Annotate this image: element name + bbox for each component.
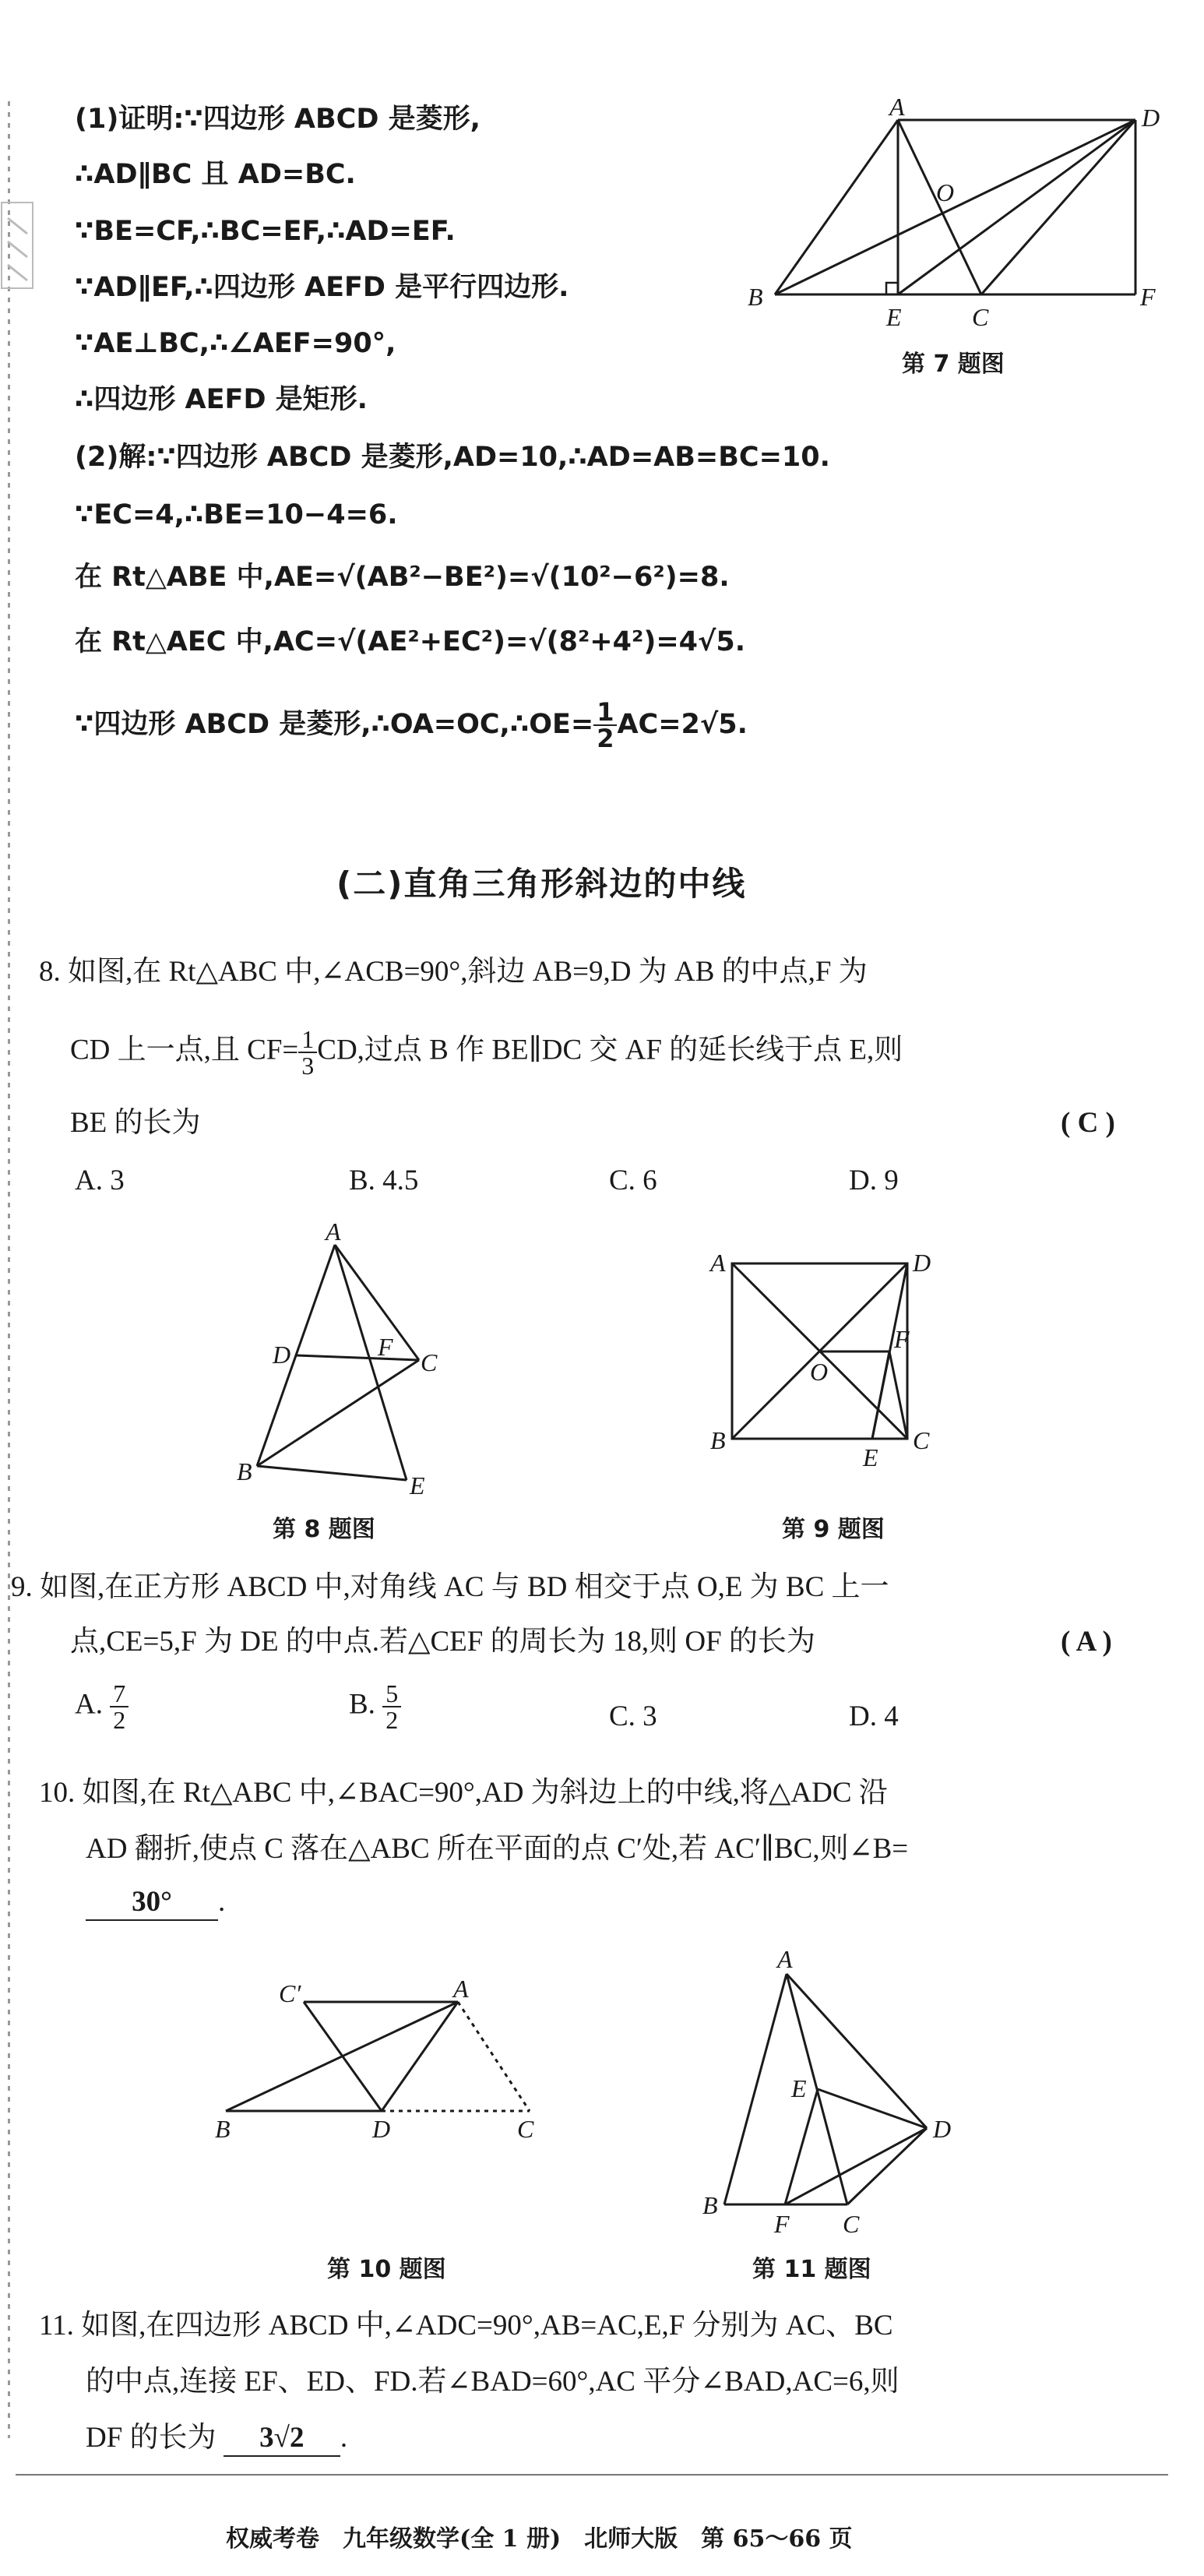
q8-frac-num: 1	[298, 1027, 317, 1053]
sol7-line-4: ∵AD∥EF,∴四边形 AEFD 是平行四边形.	[75, 272, 569, 303]
sol7-line-1: (1)证明:∵四边形 ABCD 是菱形,	[75, 104, 481, 135]
half-den: 2	[597, 724, 614, 753]
sol7-line-3: ∵BE=CF,∴BC=EF,∴AD=EF.	[75, 216, 456, 247]
footer-text: 权威考卷 九年级数学(全 1 册) 北师大版 第 65～66 页	[226, 2525, 853, 2553]
section-title: (二)直角三角形斜边的中线	[336, 865, 747, 903]
q10-line-2: AD 翻折,使点 C 落在△ABC 所在平面的点 C′处,若 AC′∥BC,则∠B=	[86, 1833, 909, 1865]
q11-line-3	[86, 2421, 347, 2457]
fig7-label-c: C	[972, 303, 989, 331]
fig7-caption: 第 7 题图	[902, 351, 1005, 378]
fig10-label-a: A	[453, 1975, 469, 2003]
sol7-line-5: ∵AE⊥BC,∴∠AEF=90°,	[75, 328, 396, 359]
q8-frac-den: 3	[301, 1052, 315, 1080]
footer-rule	[16, 2474, 1168, 2476]
fig8-caption: 第 8 题图	[273, 1516, 375, 1543]
q9-opt-b-den: 2	[385, 1706, 399, 1734]
q11-answer: 3√2	[224, 2421, 340, 2457]
fig9-caption: 第 9 题图	[782, 1516, 885, 1543]
q9-line-2: 点,CE=5,F 为 DE 的中点.若△CEF 的周长为 18,则 OF 的长为	[70, 1626, 815, 1658]
fig8-label-d: D	[273, 1341, 291, 1369]
fig11-label-c: C	[843, 2210, 860, 2238]
figure-9	[701, 1239, 966, 1472]
fig7-label-f: F	[1140, 283, 1156, 311]
figure-10	[210, 1975, 553, 2143]
fig9-label-f: F	[894, 1325, 910, 1353]
sol7-line-10: 在 Rt△AEC 中,AC=√(AE²+EC²)=√(8²+4²)=4√5.	[75, 626, 745, 657]
fig9-label-d: D	[913, 1249, 931, 1277]
half-num: 1	[593, 700, 617, 726]
q8-option-a: A. 3	[75, 1165, 125, 1196]
q8-line-2	[70, 1027, 903, 1078]
q8-option-b: B. 4.5	[349, 1165, 419, 1196]
fig7-label-o: O	[936, 178, 955, 206]
fig11-label-d: D	[933, 2115, 952, 2143]
q9-opt-a-num: 7	[110, 1681, 128, 1707]
q9-opt-a-label: A.	[75, 1688, 103, 1721]
fig11-label-b: B	[702, 2191, 718, 2219]
fig7-label-b: B	[748, 283, 763, 311]
q9-opt-b-frac	[382, 1681, 401, 1732]
q11-line-2: 的中点,连接 EF、ED、FD.若∠BAD=60°,AC 平分∠BAD,AC=6,则	[86, 2366, 899, 2398]
fig11-label-a: A	[777, 1945, 793, 1973]
fig10-label-d: D	[372, 2115, 391, 2143]
fig8-label-a: A	[326, 1218, 341, 1246]
fig9-label-e: E	[863, 1443, 878, 1471]
fig11-label-e: E	[791, 2074, 807, 2102]
sol7-line-8: ∵EC=4,∴BE=10−4=6.	[75, 499, 398, 530]
fig10-label-c-prime: C′	[279, 1979, 301, 2007]
sol7-line-6: ∴四边形 AEFD 是矩形.	[75, 384, 368, 415]
q9-opt-b-num: 5	[382, 1681, 401, 1707]
q9-option-a	[75, 1681, 128, 1732]
q9-option-c: C. 3	[609, 1700, 657, 1732]
half-fraction	[593, 697, 617, 753]
fig8-label-e: E	[410, 1471, 425, 1499]
fig10-label-c: C	[517, 2115, 534, 2143]
q9-opt-a-frac	[110, 1681, 128, 1732]
fig7-label-e: E	[886, 303, 902, 331]
q9-opt-a-den: 2	[113, 1706, 126, 1734]
q8-option-c: C. 6	[609, 1165, 657, 1196]
q9-answer: ( A )	[1061, 1626, 1112, 1658]
fig7-label-a: A	[889, 93, 905, 121]
q11-line-1: 11. 如图,在四边形 ABCD 中,∠ADC=90°,AB=AC,E,F 分别为 AC、BC	[39, 2310, 893, 2342]
q8-fraction	[298, 1027, 317, 1078]
sol7-line-9: 在 Rt△ABE 中,AE=√(AB²−BE²)=√(10²−6²)=8.	[75, 562, 730, 593]
fig8-label-b: B	[237, 1457, 252, 1485]
figure-7	[748, 93, 1160, 389]
q10-line-1: 10. 如图,在 Rt△ABC 中,∠BAC=90°,AD 为斜边上的中线,将△ADC 沿	[39, 1777, 888, 1809]
fig9-label-c: C	[913, 1426, 930, 1454]
fig10-label-b: B	[215, 2115, 231, 2143]
fig11-caption: 第 11 题图	[752, 2256, 871, 2283]
q11-line-3-text: DF 的长为	[86, 2422, 217, 2454]
fig11-label-f: F	[774, 2210, 790, 2238]
q9-opt-b-label: B.	[349, 1688, 375, 1721]
fig9-label-a: A	[710, 1249, 726, 1277]
fig8-label-c: C	[421, 1348, 438, 1376]
fig10-caption: 第 10 题图	[327, 2256, 446, 2283]
sol7-tail: AC=2√5.	[617, 709, 748, 740]
edge-stamp	[0, 171, 47, 319]
q9-option-b	[349, 1681, 401, 1732]
q8-line-2a: CD 上一点,且 CF=	[70, 1034, 299, 1066]
sol7-line-7: (2)解:∵四边形 ABCD 是菱形,AD=10,∴AD=AB=BC=10.	[75, 442, 830, 473]
figure-8	[226, 1215, 459, 1503]
q11-end: .	[340, 2422, 348, 2454]
q10-answer: 30°	[86, 1885, 218, 1921]
q9-line-1: 9. 如图,在正方形 ABCD 中,对角线 AC 与 BD 相交于点 O,E 为 BC 上一	[11, 1571, 889, 1603]
fig9-label-b: B	[710, 1426, 726, 1454]
sol7-line-11	[75, 697, 748, 753]
q8-line-2b: CD,过点 B 作 BE∥DC 交 AF 的延长线于点 E,则	[317, 1034, 903, 1066]
fig8-label-f: F	[378, 1333, 393, 1361]
binding-line	[8, 101, 10, 2438]
figure-11	[693, 1943, 973, 2239]
q9-option-d: D. 4	[849, 1700, 899, 1732]
q8-line-3: BE 的长为	[70, 1107, 201, 1139]
fig9-label-o: O	[810, 1358, 829, 1386]
q8-answer: ( C )	[1061, 1107, 1115, 1139]
sol7-line-2: ∴AD∥BC 且 AD=BC.	[75, 159, 356, 190]
q8-option-d: D. 9	[849, 1165, 899, 1196]
q8-line-1: 8. 如图,在 Rt△ABC 中,∠ACB=90°,斜边 AB=9,D 为 AB 的中点,F 为	[39, 956, 868, 988]
q10-answer-blank: 30° .	[86, 1885, 225, 1921]
fig7-label-d: D	[1142, 104, 1160, 132]
sol7-line-11-text: ∵四边形 ABCD 是菱形,∴OA=OC,∴OE=	[75, 709, 594, 740]
